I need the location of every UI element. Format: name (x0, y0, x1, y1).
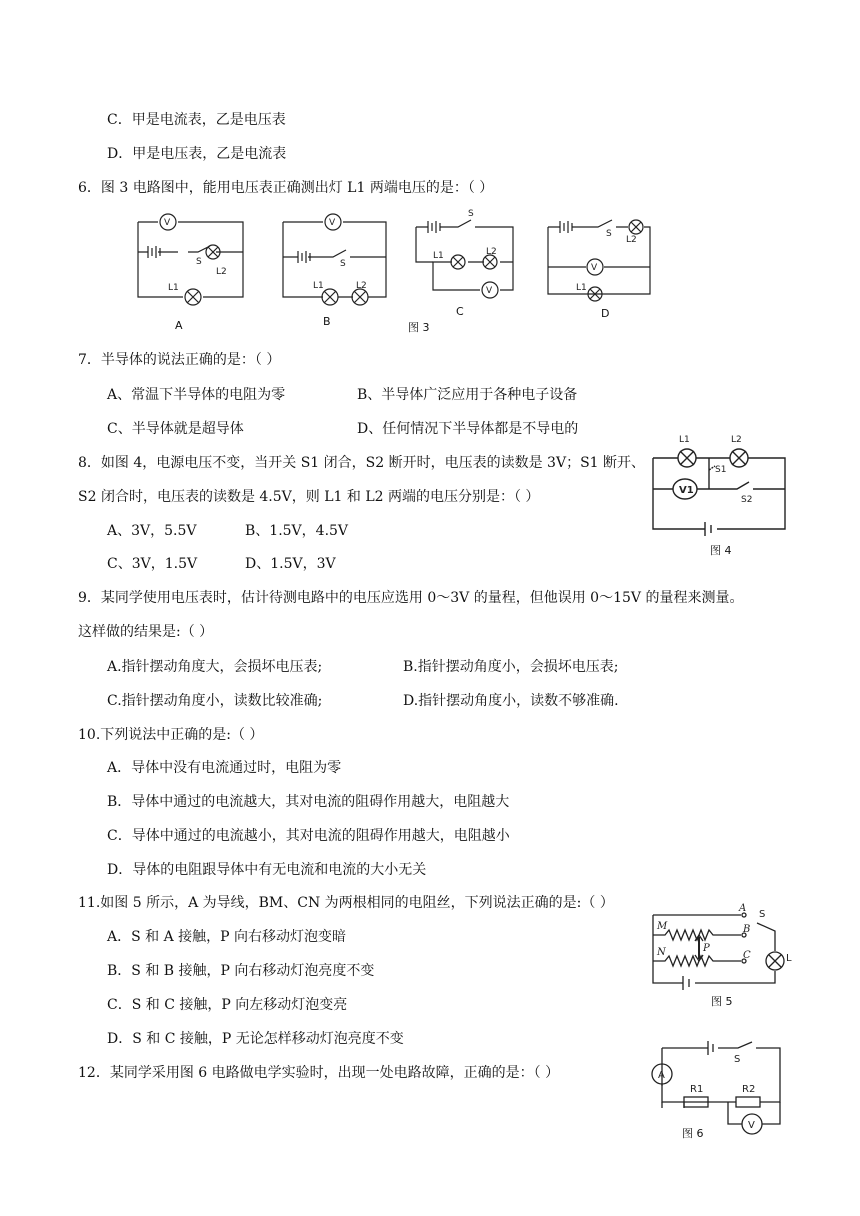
svg-text:L2: L2 (731, 435, 742, 445)
q8-figure-circuit (645, 432, 790, 532)
q5-option-d: D．甲是电压表，乙是电流表 (107, 146, 287, 162)
svg-text:N: N (657, 947, 666, 958)
svg-text:S: S (759, 909, 766, 920)
q7-option-a: A、常温下半导体的电阻为零 (107, 387, 286, 403)
svg-text:S1: S1 (715, 465, 727, 475)
svg-text:A: A (739, 903, 747, 914)
q6-stem: 6．图 3 电路图中，能用电压表正确测出灯 L1 两端电压的是：（ ） (78, 180, 494, 196)
svg-text:C: C (743, 950, 751, 961)
svg-text:L2: L2 (626, 235, 637, 245)
q6-label-d: D (601, 307, 610, 320)
svg-text:V: V (329, 218, 336, 228)
svg-text:L2: L2 (356, 281, 367, 291)
q11-option-d: D．S 和 C 接触，P 无论怎样移动灯泡亮度不变 (107, 1031, 404, 1047)
svg-text:S: S (196, 257, 202, 267)
svg-text:R2: R2 (742, 1084, 756, 1095)
q6-figure-circuits (128, 202, 648, 332)
svg-text:V: V (486, 286, 493, 296)
q10-option-d: D．导体的电阻跟导体中有无电流和电流的大小无关 (107, 862, 427, 878)
q12-stem: 12．某同学采用图 6 电路做电学实验时，出现一处电路故障，正确的是：（ ） (78, 1065, 560, 1081)
q11-option-c: C．S 和 C 接触，P 向左移动灯泡变亮 (107, 997, 348, 1013)
svg-text:L1: L1 (576, 283, 587, 293)
svg-text:L1: L1 (433, 251, 444, 261)
svg-text:L1: L1 (313, 281, 324, 291)
q8-figure-caption: 图 4 (710, 544, 732, 557)
q12-figure-circuit (650, 1040, 790, 1135)
svg-text:V1: V1 (679, 485, 694, 496)
q6-label-a: A (175, 319, 183, 332)
q8-option-c: C、3V，1.5V (107, 556, 198, 572)
q12-figure-caption: 图 6 (682, 1127, 704, 1140)
svg-text:S: S (340, 259, 346, 269)
svg-text:R1: R1 (690, 1084, 704, 1095)
svg-text:P: P (703, 943, 710, 954)
svg-text:B: B (743, 924, 751, 935)
q11-option-a: A．S 和 A 接触，P 向右移动灯泡变暗 (107, 929, 347, 945)
q8-option-d: D、1.5V，3V (245, 556, 336, 572)
q7-option-d: D、任何情况下半导体都是不导电的 (357, 421, 579, 437)
q6-figure-caption: 图 3 (408, 321, 430, 334)
q7-option-b: B、半导体广泛应用于各种电子设备 (357, 387, 578, 403)
svg-text:V: V (164, 218, 171, 228)
q10-stem: 10.下列说法中正确的是:（ ） (78, 727, 264, 743)
svg-text:V: V (591, 263, 598, 273)
q10-option-a: A．导体中没有电流通过时，电阻为零 (107, 760, 342, 776)
q8-stem-line2: S2 闭合时，电压表的读数是 4.5V，则 L1 和 L2 两端的电压分别是：（ ） (78, 489, 540, 505)
q11-figure-circuit (645, 903, 795, 998)
q11-stem: 11.如图 5 所示，A 为导线，BM、CN 为两根相同的电阻丝，下列说法正确的是:（ ） (78, 895, 614, 911)
q8-option-a: A、3V，5.5V (107, 523, 197, 539)
q6-label-b: B (323, 315, 331, 328)
q5-option-c: C．甲是电流表，乙是电压表 (107, 112, 286, 128)
svg-text:A: A (658, 1070, 665, 1081)
svg-text:L1: L1 (679, 435, 690, 445)
q8-stem-line1: 8．如图 4，电源电压不变，当开关 S1 闭合，S2 断开时，电压表的读数是 3V；S1 断开、 (78, 455, 646, 471)
svg-text:L1: L1 (168, 283, 179, 293)
q9-stem-line2: 这样做的结果是:（ ） (78, 624, 214, 640)
svg-text:L2: L2 (486, 247, 497, 257)
q8-option-b: B、1.5V，4.5V (245, 523, 349, 539)
svg-text:S: S (734, 1054, 741, 1065)
q10-option-c: C．导体中通过的电流越小，其对电流的阻碍作用越大，电阻越小 (107, 828, 510, 844)
svg-text:S: S (606, 229, 612, 239)
q11-figure-caption: 图 5 (711, 995, 733, 1008)
q9-option-c: C.指针摆动角度小，读数比较准确; (107, 693, 323, 709)
svg-text:S2: S2 (741, 495, 753, 505)
q9-option-d: D.指针摆动角度小，读数不够准确. (403, 693, 619, 709)
svg-text:S: S (468, 209, 474, 219)
q10-option-b: B．导体中通过的电流越大，其对电流的阻碍作用越大，电阻越大 (107, 794, 510, 810)
svg-text:L: L (786, 953, 792, 964)
q7-stem: 7．半导体的说法正确的是：（ ） (78, 352, 281, 368)
q6-label-c: C (456, 305, 464, 318)
q9-option-b: B.指针摆动角度小，会损坏电压表; (403, 659, 619, 675)
q9-option-a: A.指针摆动角度大，会损坏电压表; (107, 659, 323, 675)
q11-option-b: B．S 和 B 接触，P 向右移动灯泡亮度不变 (107, 963, 375, 979)
svg-text:M: M (657, 921, 668, 932)
svg-text:V: V (748, 1120, 755, 1131)
q7-option-c: C、半导体就是超导体 (107, 421, 244, 437)
q9-stem-line1: 9．某同学使用电压表时，估计待测电路中的电压应选用 0～3V 的量程，但他误用 0～15V 的量程来测量。 (78, 590, 744, 606)
svg-text:L2: L2 (216, 267, 227, 277)
